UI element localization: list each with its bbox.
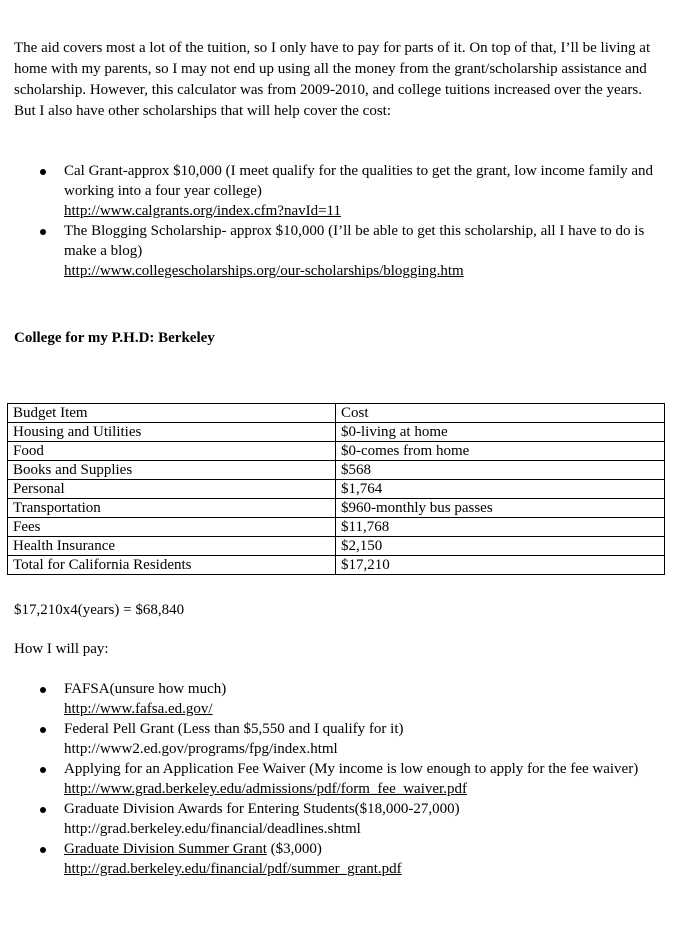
table-row xyxy=(8,423,665,442)
table-cell: Personal xyxy=(8,480,336,499)
payment-text: Graduate Division Awards for Entering Students($18,000-27,000) xyxy=(64,801,460,817)
table-row xyxy=(8,442,665,461)
payment-text: Federal Pell Grant (Less than $5,550 and I qualify for it) xyxy=(64,721,404,737)
table-cell: Total for California Residents xyxy=(8,556,336,575)
scholarship-link[interactable]: http://www.collegescholarships.org/our-scholarships/blogging.htm xyxy=(64,263,464,279)
table-cell: $0-living at home xyxy=(336,423,665,442)
table-header-row xyxy=(8,404,665,423)
table-cell: $11,768 xyxy=(336,518,665,537)
budget-table xyxy=(7,403,665,575)
list-item xyxy=(14,759,666,799)
table-cell: $17,210 xyxy=(336,556,665,575)
how-pay-label: How I will pay: xyxy=(14,641,109,657)
table-cell: $568 xyxy=(336,461,665,480)
payment-text: Applying for an Application Fee Waiver (My income is low enough to apply for the fee waiver) xyxy=(64,761,639,777)
list-item xyxy=(14,221,666,281)
table-row xyxy=(8,556,665,575)
table-cell: $1,764 xyxy=(336,480,665,499)
table-row xyxy=(8,537,665,556)
table-cell: Food xyxy=(8,442,336,461)
table-cell: $2,150 xyxy=(336,537,665,556)
table-row xyxy=(8,499,665,518)
scholarship-text: The Blogging Scholarship- approx $10,000 (I’ll be able to get this scholarship, all I have to do is make a blog) xyxy=(64,223,645,259)
table-cell: Transportation xyxy=(8,499,336,518)
scholarship-link[interactable]: http://www.calgrants.org/index.cfm?navId=11 xyxy=(64,203,342,219)
table-row xyxy=(8,461,665,480)
intro-paragraph: The aid covers most a lot of the tuition, so I only have to pay for parts of it. On top of that, I’ll be living at home with my parents, so I may not end up using all the money from the grant/scholarship assistance and scholarship. However, this calculator was from 2009-2010, and college tuitions increased over the years. But I also have other scholarships that will help cover the cost: xyxy=(14,40,651,119)
payment-link[interactable]: http://www.fafsa.ed.gov/ xyxy=(64,701,213,717)
table-header-cell: Cost xyxy=(336,404,665,423)
table-cell: Books and Supplies xyxy=(8,461,336,480)
table-header-cell: Budget Item xyxy=(8,404,336,423)
total-calculation: $17,210x4(years) = $68,840 xyxy=(14,602,185,618)
table-cell: $960-monthly bus passes xyxy=(336,499,665,518)
table-row xyxy=(8,480,665,499)
table-cell: Fees xyxy=(8,518,336,537)
list-item xyxy=(14,719,666,759)
payment-list xyxy=(14,679,666,879)
scholarship-list xyxy=(14,161,666,281)
table-row xyxy=(8,518,665,537)
table-cell: Health Insurance xyxy=(8,537,336,556)
payment-text: FAFSA(unsure how much) xyxy=(64,681,227,697)
table-cell: $0-comes from home xyxy=(336,442,665,461)
payment-link[interactable]: http://grad.berkeley.edu/financial/pdf/summer_grant.pdf xyxy=(64,861,402,877)
payment-url-text: http://www2.ed.gov/programs/fpg/index.html xyxy=(64,741,338,757)
list-item xyxy=(14,161,666,221)
list-item xyxy=(14,799,666,839)
payment-amount: ($3,000) xyxy=(266,841,322,857)
payment-link[interactable]: http://www.grad.berkeley.edu/admissions/pdf/form_fee_waiver.pdf xyxy=(64,781,467,797)
payment-url-text: http://grad.berkeley.edu/financial/deadlines.shtml xyxy=(64,821,361,837)
college-heading: College for my P.H.D: Berkeley xyxy=(14,330,215,346)
list-item xyxy=(14,679,666,719)
scholarship-text: Cal Grant-approx $10,000 (I meet qualify for the qualities to get the grant, low income family and working into a four year college) xyxy=(64,163,653,199)
table-cell: Housing and Utilities xyxy=(8,423,336,442)
payment-text-link[interactable]: Graduate Division Summer Grant xyxy=(64,841,267,857)
list-item xyxy=(14,839,666,879)
